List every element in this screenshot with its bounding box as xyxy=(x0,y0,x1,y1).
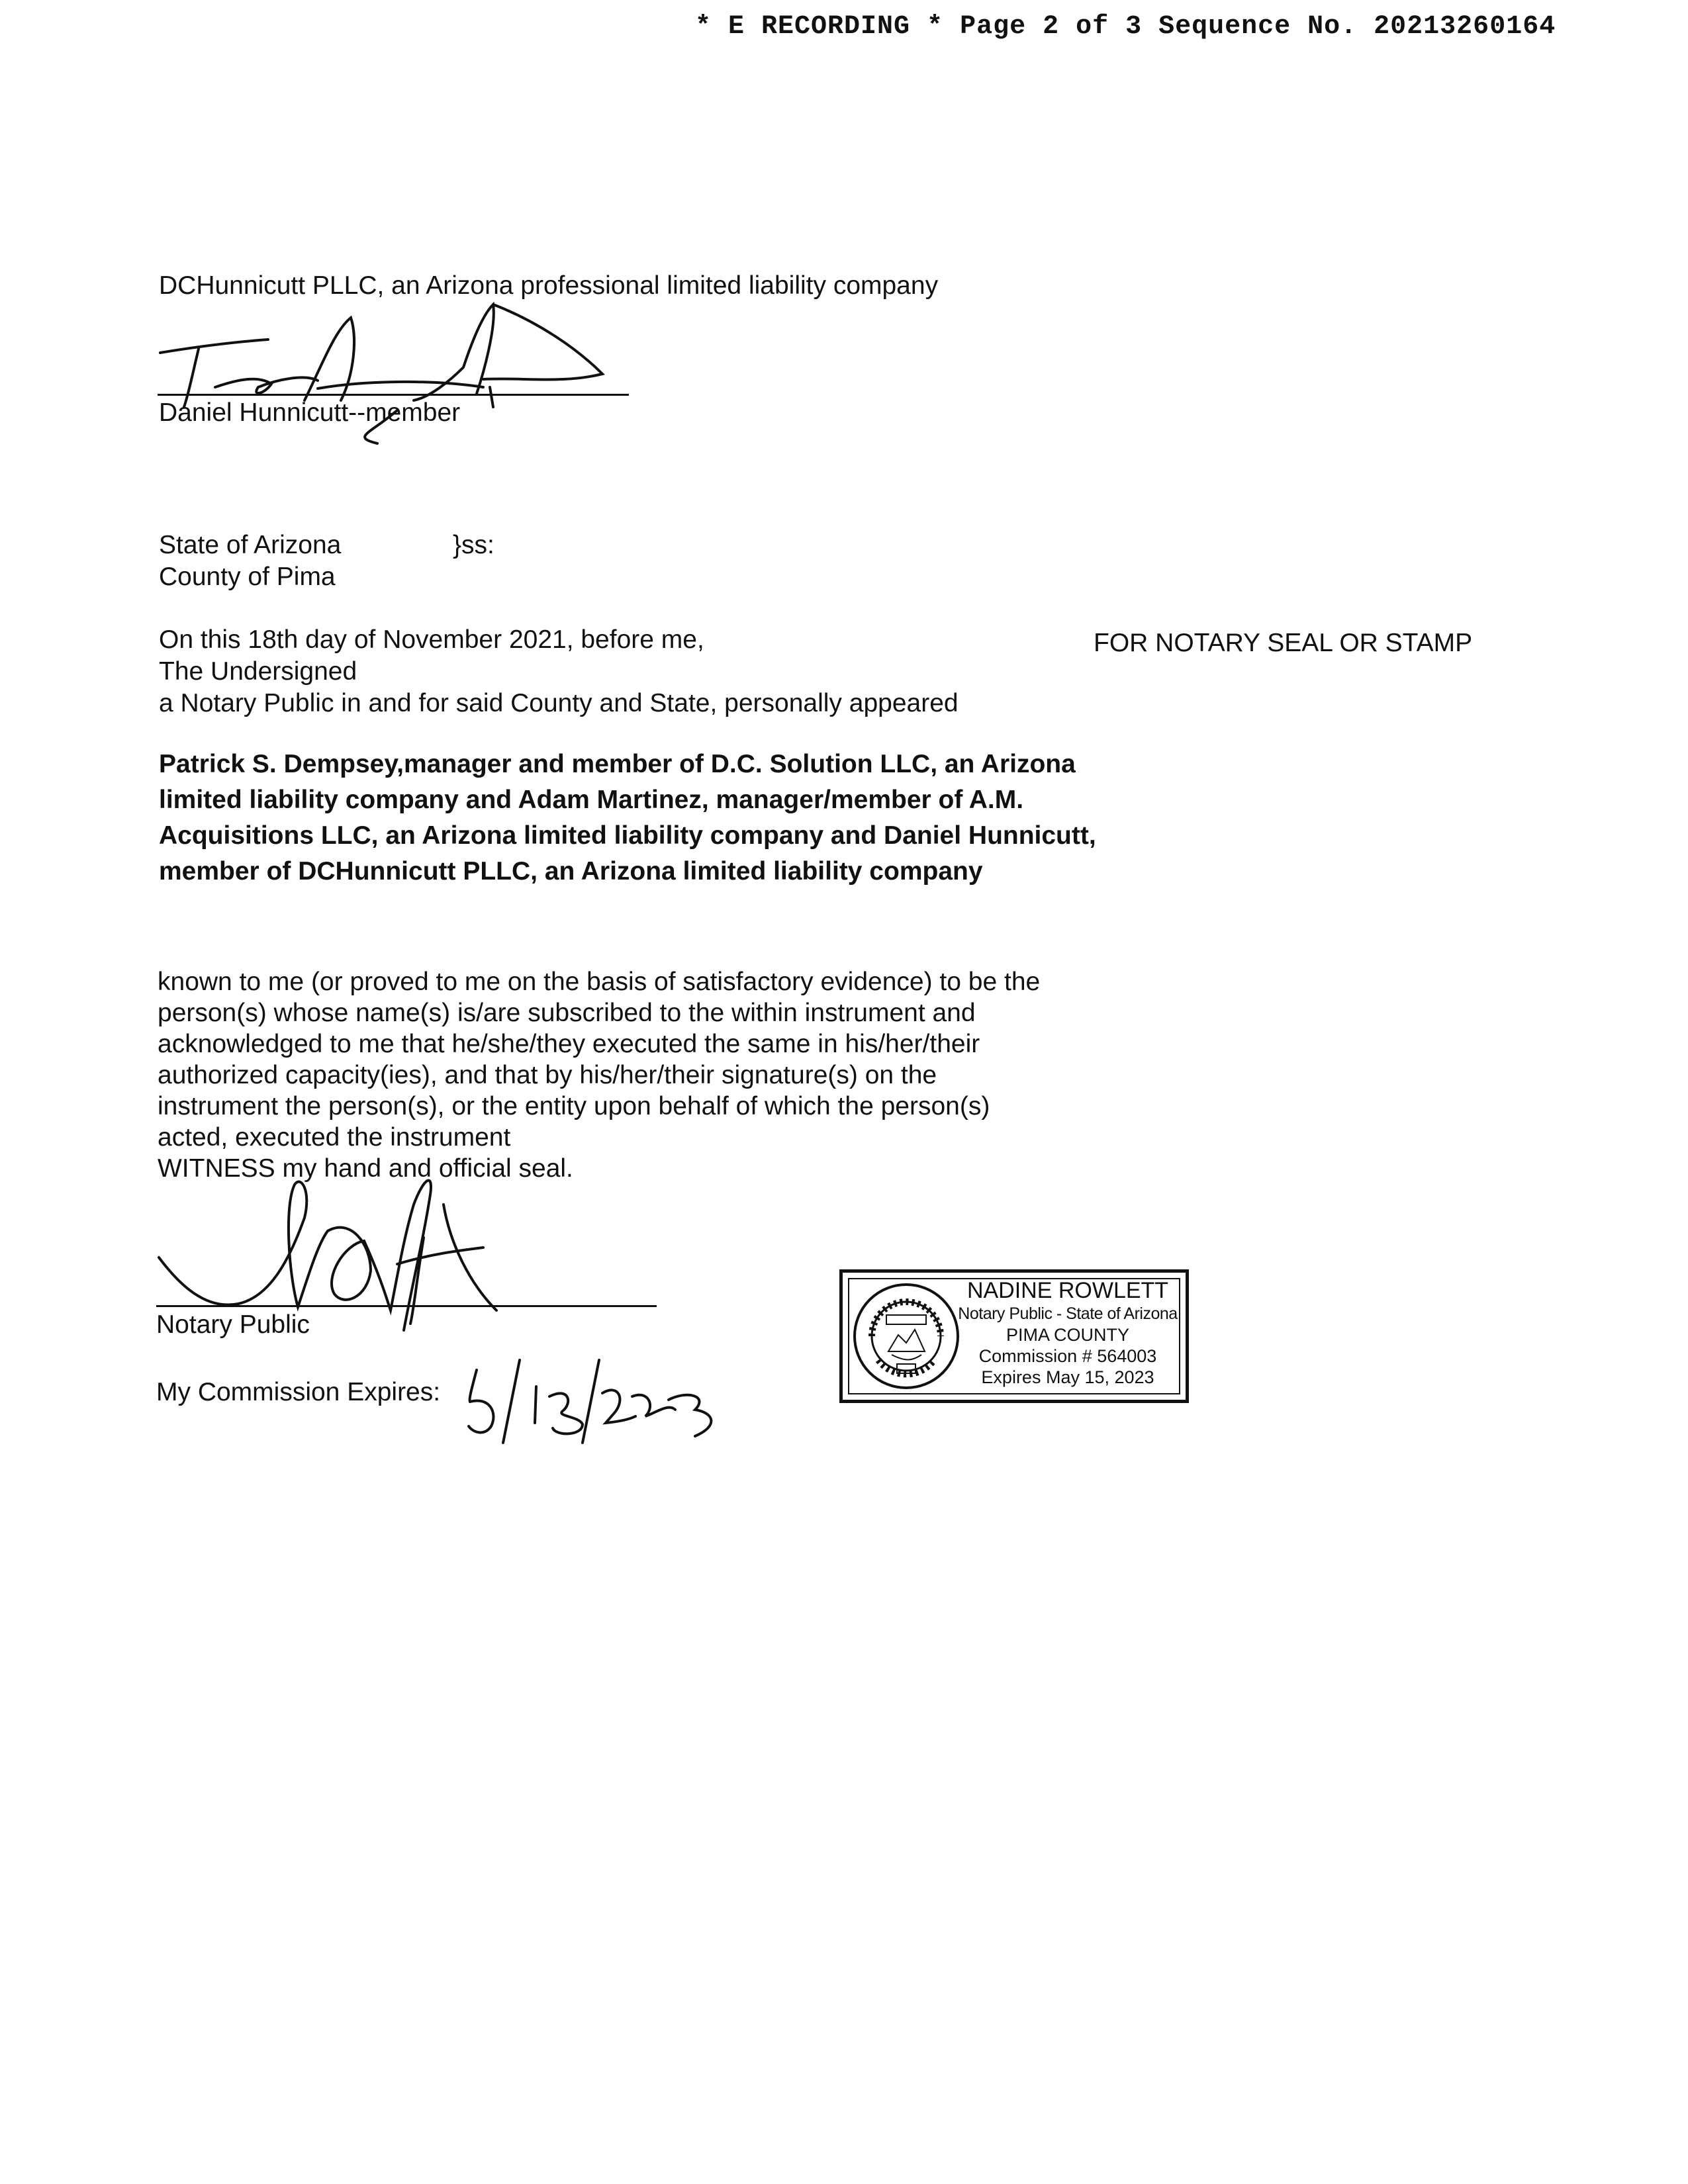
stamp-county: PIMA COUNTY xyxy=(1006,1325,1130,1345)
notary-public-label: Notary Public xyxy=(156,1310,310,1339)
body-line: person(s) whose name(s) is/are subscribed to the within instrument and xyxy=(158,999,976,1027)
undersigned-line: The Undersigned xyxy=(159,657,357,686)
stamp-commission: Commission # 564003 xyxy=(978,1346,1157,1366)
notary-stamp xyxy=(839,1269,1189,1403)
body-line: known to me (or proved to me on the basis of satisfactory evidence) to be the xyxy=(158,968,1041,996)
venue-ss: }ss: xyxy=(453,531,494,559)
acknowledgment-body xyxy=(158,966,1040,1184)
stamp-notary-name: NADINE ROWLETT xyxy=(966,1278,1169,1303)
commission-date-handwritten xyxy=(457,1350,722,1449)
arizona-seal xyxy=(852,1282,961,1390)
venue-county: County of Pima xyxy=(159,563,336,591)
body-line: authorized capacity(ies), and that by his/her/their signature(s) on the xyxy=(158,1061,937,1089)
body-line: instrument the person(s), or the entity upon behalf of which the person(s) xyxy=(158,1092,990,1120)
appeared-persons: Patrick S. Dempsey,manager and member of D.C. Solution LLC, an Arizona limited liability company and Adam Martinez, manager/member of A.M. Acquisitions LLC, an Arizona limited liability company and Daniel Hunnicutt, member of DCHunnicutt PLLC, an Arizona limited liability company xyxy=(159,750,1096,886)
body-line: acknowledged to me that he/she/they executed the same in his/her/their xyxy=(158,1030,980,1058)
notary-appeared-line: a Notary Public in and for said County and State, personally appeared xyxy=(159,689,959,717)
seal-label: FOR NOTARY SEAL OR STAMP xyxy=(1094,629,1473,657)
stamp-expires: Expires May 15, 2023 xyxy=(981,1367,1154,1387)
commission-label: My Commission Expires: xyxy=(156,1378,441,1406)
stamp-notary-title: Notary Public - State of Arizona xyxy=(958,1304,1178,1323)
stamp-text xyxy=(955,1278,1180,1388)
company-line: DCHunnicutt PLLC, an Arizona professional limited liability company xyxy=(159,271,939,300)
body-line: WITNESS my hand and official seal. xyxy=(158,1154,573,1183)
acknowledgment-opening: On this 18th day of November 2021, before me, xyxy=(159,625,704,654)
member-signer-label: Daniel Hunnicutt--member xyxy=(159,398,461,427)
notary-signature-line xyxy=(156,1305,657,1307)
venue-state: State of Arizona xyxy=(159,531,342,559)
member-signature-line xyxy=(158,394,629,396)
body-line: acted, executed the instrument xyxy=(158,1123,511,1152)
recording-header: * E RECORDING * Page 2 of 3 Sequence No. 20213260164 xyxy=(695,12,1556,42)
